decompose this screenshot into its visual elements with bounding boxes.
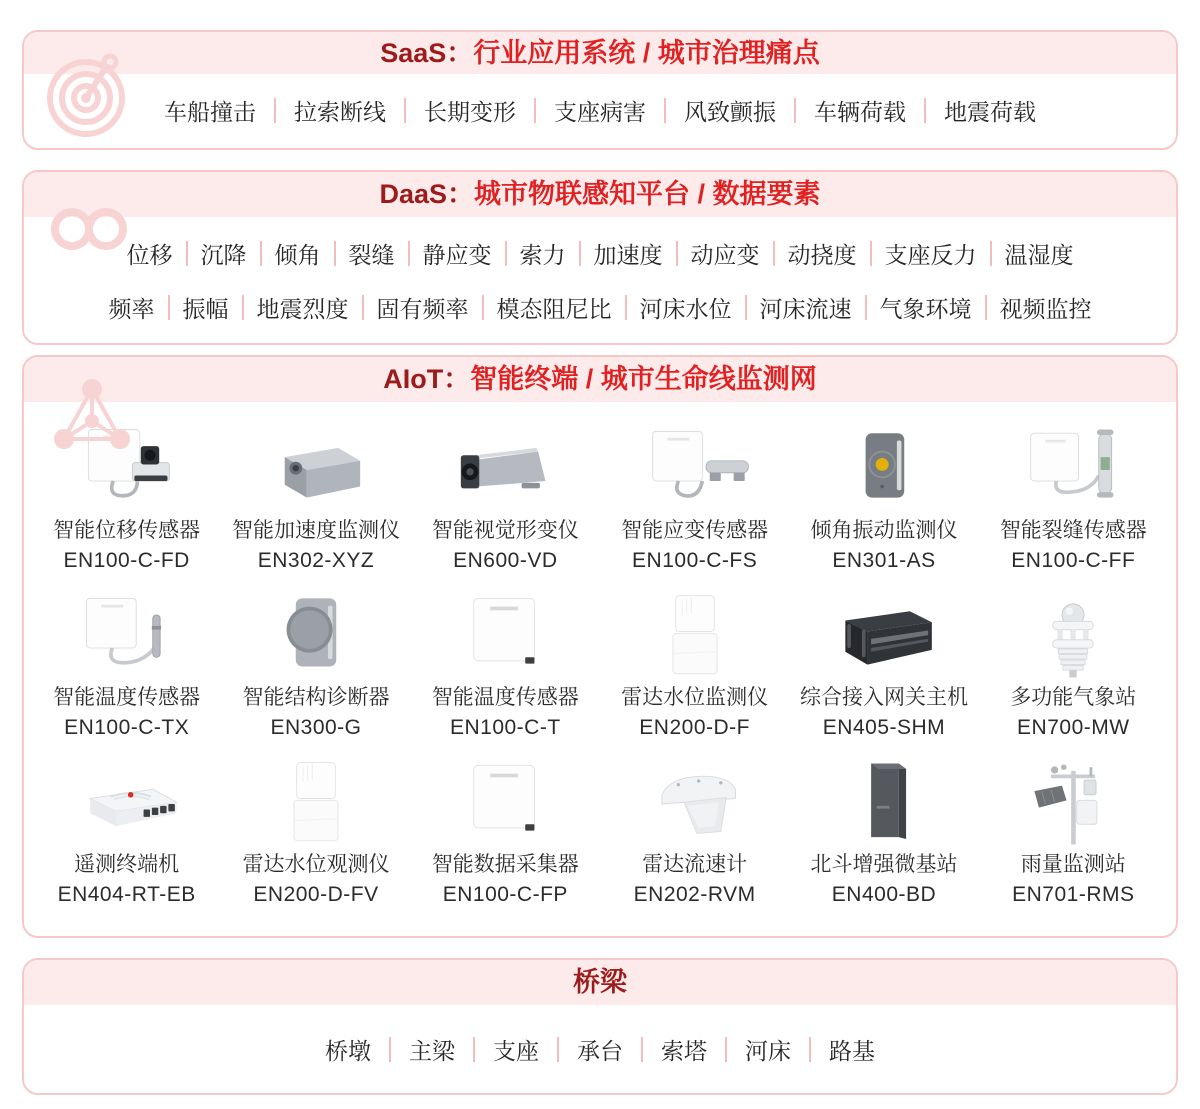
weather-sensor-image [997, 591, 1149, 683]
tag: 加速度 [593, 241, 663, 268]
product-model: EN202-RVM [633, 883, 756, 906]
tag: 河床 [745, 1037, 791, 1064]
product-name: 智能裂缝传感器 [999, 519, 1147, 542]
tag-divider [794, 98, 796, 123]
tag: 支座 [493, 1037, 539, 1064]
tag: 气象环境 [879, 295, 972, 322]
panel-cylinder-image [997, 424, 1149, 516]
product-card [413, 424, 598, 575]
tag-divider [676, 241, 678, 266]
product-card [602, 591, 787, 742]
product-card [223, 591, 408, 742]
tag-divider [473, 1037, 475, 1062]
saas-header [24, 32, 1176, 74]
tag-divider [579, 241, 581, 266]
tilt-monitor-image [808, 424, 960, 516]
aiot-title-rest: 智能终端 / 城市生命线监测网 [470, 364, 817, 394]
product-model: EN100-C-FS [632, 549, 758, 572]
tag: 河床流速 [759, 295, 852, 322]
tag: 索力 [519, 241, 566, 268]
tag-divider [408, 241, 410, 266]
tag: 桥墩 [325, 1037, 371, 1064]
product-name: 多功能气象站 [1010, 686, 1137, 709]
daas-tags-row-2 [24, 291, 1176, 324]
tag: 索塔 [661, 1037, 707, 1064]
product-card [34, 758, 219, 909]
tag: 主梁 [409, 1037, 455, 1064]
tower-box-image [808, 758, 960, 850]
saas-title-prefix: SaaS： [380, 37, 474, 68]
tag: 固有频率 [376, 295, 469, 322]
tag-divider [990, 241, 992, 266]
product-name: 智能视觉形变仪 [431, 519, 579, 542]
bullet-camera-image [429, 424, 581, 516]
tag: 振幅 [182, 295, 229, 322]
tag: 路基 [829, 1037, 875, 1064]
tag: 频率 [108, 295, 155, 322]
tag-divider [505, 241, 507, 266]
daas-tags-row-1 [24, 237, 1176, 270]
tag-divider [557, 1037, 559, 1062]
tag: 动应变 [690, 241, 760, 268]
tag: 裂缝 [348, 241, 395, 268]
tag: 支座病害 [554, 98, 646, 125]
tag-divider [865, 295, 867, 320]
product-card [981, 424, 1166, 575]
tag-divider [186, 241, 188, 266]
product-card [791, 424, 976, 575]
product-model: EN300-G [270, 716, 362, 739]
daas-tag-rows [24, 217, 1176, 343]
card-bridge [22, 958, 1178, 1095]
white-box-stack-image [240, 758, 392, 850]
product-model: EN700-MW [1017, 716, 1130, 739]
product-name: 智能温度传感器 [431, 686, 579, 709]
card-aiot [22, 355, 1178, 938]
tag-divider [870, 241, 872, 266]
product-card [981, 591, 1166, 742]
daas-title-prefix: DaaS： [379, 179, 475, 209]
product-card [223, 758, 408, 909]
aiot-title-prefix: AIoT： [383, 364, 471, 394]
tag-divider [404, 98, 406, 123]
tag-divider [641, 1037, 643, 1062]
bridge-title: 桥梁 [573, 967, 627, 997]
product-model: EN404-RT-EB [57, 883, 196, 906]
product-model: EN400-BD [831, 883, 937, 906]
product-card [413, 591, 598, 742]
product-name: 倾角振动监测仪 [810, 519, 958, 542]
product-name: 智能加速度监测仪 [231, 519, 400, 542]
tag-divider [274, 98, 276, 123]
product-name: 智能位移传感器 [53, 519, 201, 542]
product-name: 智能温度传感器 [53, 686, 201, 709]
product-model: EN301-AS [832, 549, 936, 572]
panel-cam-image [51, 424, 203, 516]
tag: 倾角 [274, 241, 321, 268]
tag-divider [924, 98, 926, 123]
tag: 长期变形 [424, 98, 516, 125]
product-card [34, 591, 219, 742]
tag: 位移 [126, 241, 173, 268]
product-card [602, 758, 787, 909]
panel-rod-image [619, 424, 771, 516]
tag: 拉索断线 [294, 98, 386, 125]
product-name: 智能应变传感器 [621, 519, 769, 542]
white-panel-image [429, 758, 581, 850]
tag-divider [334, 241, 336, 266]
daas-title-rest: 城市物联感知平台 / 数据要素 [474, 179, 821, 209]
product-name: 智能结构诊断器 [242, 686, 390, 709]
telemetry-terminal-image [51, 758, 203, 850]
tag: 地震烈度 [256, 295, 349, 322]
weather-station-image [997, 758, 1149, 850]
tag: 沉降 [200, 241, 247, 268]
product-model: EN701-RMS [1012, 883, 1135, 906]
tag-divider [242, 295, 244, 320]
bridge-header [24, 960, 1176, 1005]
product-card [413, 758, 598, 909]
product-name: 雷达水位监测仪 [621, 686, 769, 709]
product-name: 雷达水位观测仪 [242, 853, 390, 876]
tag: 地震荷载 [944, 98, 1036, 125]
product-model: EN200-D-F [639, 716, 750, 739]
tag-divider [985, 295, 987, 320]
panel-probe-image [51, 591, 203, 683]
product-model: EN100-C-FP [442, 883, 568, 906]
product-model: EN600-VD [453, 549, 558, 572]
tag: 动挠度 [787, 241, 857, 268]
tag-divider [773, 241, 775, 266]
tag: 视频监控 [999, 295, 1092, 322]
product-card [791, 758, 976, 909]
product-card [981, 758, 1166, 909]
tag: 风致颤振 [684, 98, 776, 125]
tag-divider [260, 241, 262, 266]
radar-flow-image [619, 758, 771, 850]
saas-tags [164, 94, 1036, 127]
product-name: 综合接入网关主机 [799, 686, 968, 709]
card-saas [22, 30, 1178, 150]
product-card [602, 424, 787, 575]
product-model: EN100-C-FF [1011, 549, 1136, 572]
white-box-stack-image [619, 591, 771, 683]
product-card [791, 591, 976, 742]
tag: 车船撞击 [164, 98, 256, 125]
tag-divider [809, 1037, 811, 1062]
knob-device-image [240, 591, 392, 683]
tag-divider [389, 1037, 391, 1062]
product-model: EN302-XYZ [257, 549, 375, 572]
tag-divider [362, 295, 364, 320]
tag-divider [625, 295, 627, 320]
product-model: EN100-C-FD [63, 549, 190, 572]
tag-divider [745, 295, 747, 320]
tag: 车辆荷载 [814, 98, 906, 125]
product-card [34, 424, 219, 575]
product-model: EN200-D-FV [253, 883, 379, 906]
tag-divider [168, 295, 170, 320]
tag-divider [482, 295, 484, 320]
bridge-tags [325, 1033, 875, 1066]
product-card [223, 424, 408, 575]
product-model: EN100-C-T [449, 716, 561, 739]
metal-box-image [240, 424, 392, 516]
product-name: 遥测终端机 [74, 853, 180, 876]
tag-divider [664, 98, 666, 123]
tag-divider [534, 98, 536, 123]
tag-divider [725, 1037, 727, 1062]
card-daas [22, 170, 1178, 345]
product-grid [24, 402, 1176, 917]
saas-title-rest: 行业应用系统 / 城市治理痛点 [473, 37, 820, 68]
product-name: 雷达流速计 [642, 853, 748, 876]
product-name: 北斗增强微基站 [810, 853, 958, 876]
daas-header [24, 172, 1176, 217]
product-model: EN405-SHM [822, 716, 946, 739]
tag: 静应变 [422, 241, 492, 268]
rack-server-image [808, 591, 960, 683]
white-panel-image [429, 591, 581, 683]
tag: 支座反力 [884, 241, 977, 268]
product-model: EN100-C-TX [64, 716, 190, 739]
tag: 温湿度 [1004, 241, 1074, 268]
aiot-header [24, 357, 1176, 402]
tag: 承台 [577, 1037, 623, 1064]
tag: 模态阻尼比 [496, 295, 612, 322]
tag: 河床水位 [639, 295, 732, 322]
product-name: 智能数据采集器 [431, 853, 579, 876]
product-name: 雨量监测站 [1020, 853, 1126, 876]
